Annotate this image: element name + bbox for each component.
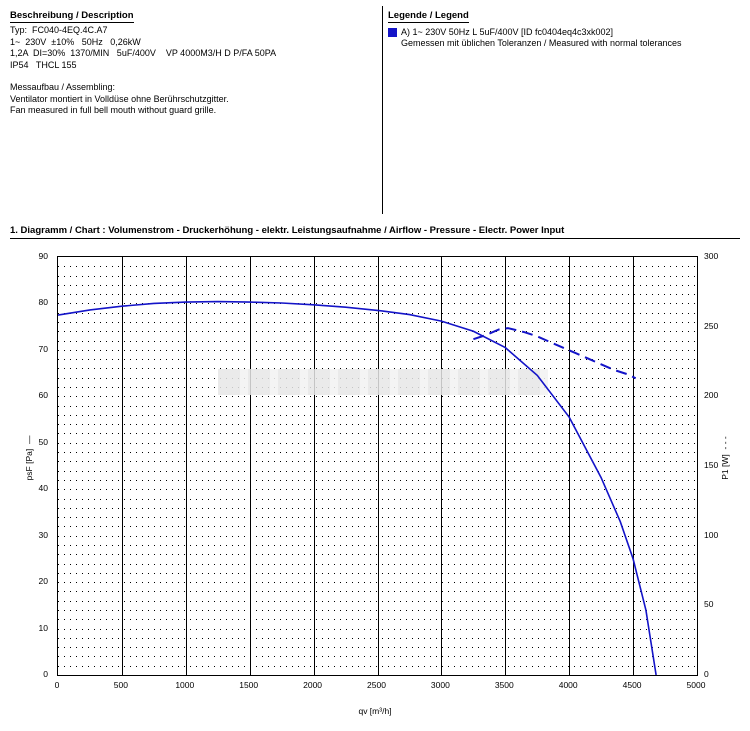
data-curves <box>58 257 697 675</box>
y-left-tick-label: 20 <box>38 576 48 587</box>
pressure-curve <box>58 302 656 675</box>
y-left-tick-label: 40 <box>38 483 48 494</box>
x-tick-label: 1000 <box>175 680 195 690</box>
description-block <box>10 10 350 117</box>
y-right-tick-label: 300 <box>704 251 719 261</box>
y-right-tick-label: 250 <box>704 320 719 331</box>
x-tick-label: 5000 <box>686 680 706 690</box>
assembly-heading: Messaufbau / Assembling: <box>10 82 116 92</box>
vertical-divider <box>382 6 383 214</box>
x-tick-label: 3000 <box>430 680 450 690</box>
x-tick-label: 2500 <box>367 680 386 690</box>
y-left-tick-label: 90 <box>38 251 48 261</box>
y-left-tick-label: 10 <box>38 622 48 633</box>
x-tick-label: 4000 <box>558 680 578 690</box>
x-tick-label: 3500 <box>494 680 514 690</box>
description-line: 1~ 230V ±10% 50Hz 0,26kW <box>10 36 141 47</box>
description-heading: Beschreibung / Description <box>10 10 134 21</box>
x-tick-label: 500 <box>113 680 128 690</box>
y-axis-left-label <box>24 418 34 498</box>
power-curve <box>473 328 635 378</box>
y-right-tick-label: 100 <box>704 529 719 540</box>
x-axis-label: qv [m³/h] <box>358 706 392 716</box>
legend-heading: Legende / Legend <box>388 10 469 21</box>
y-left-tick-label: 30 <box>38 529 48 540</box>
x-tick-label: 1500 <box>239 680 259 690</box>
y-right-tick-label: 150 <box>704 460 719 470</box>
legend-swatch-icon <box>388 28 397 37</box>
x-tick-label: 4500 <box>622 680 642 690</box>
description-line: 1,2A DI=30% 1370/MIN 5uF/400V VP 4000M3/H D P/FA 50PA <box>10 48 277 58</box>
y-left-tick-label: 50 <box>38 436 48 447</box>
y-left-tick-label: 0 <box>43 669 48 679</box>
legend-note: Gemessen mit üblichen Toleranzen / Measured with normal tolerances <box>401 38 682 48</box>
y-right-tick-label: 50 <box>704 599 714 610</box>
description-line: Typ: FC040-4EQ.4C.A7 <box>10 25 108 35</box>
y-left-tick-label: 60 <box>38 390 48 401</box>
y-axis-right-line-sample: - - - <box>720 436 730 452</box>
description-line: IP54 THCL 155 <box>10 59 77 70</box>
x-tick-label: 0 <box>54 680 60 690</box>
y-axis-right-label-text: P1 [W] <box>720 454 730 480</box>
spacer <box>10 71 350 82</box>
y-axis-right-label <box>720 418 730 498</box>
y-right-tick-label: 200 <box>704 390 719 401</box>
legend-item-label: A) 1~ 230V 50Hz L 5uF/400V [ID fc0404eq4c3xk002] <box>401 27 614 37</box>
chart-area <box>0 248 750 718</box>
y-left-tick-label: 70 <box>38 343 48 354</box>
assembly-line: Fan measured in full bell mouth without guard grille. <box>10 105 217 115</box>
legend-block <box>388 10 748 49</box>
plot-frame <box>57 256 698 676</box>
legend-item <box>388 27 748 38</box>
y-left-tick-label: 80 <box>38 297 48 308</box>
assembly-line: Ventilator montiert in Volldüse ohne Berührschutzgitter. <box>10 93 229 104</box>
y-axis-left-label-text: psF [Pa] <box>24 448 34 481</box>
x-tick-label: 2000 <box>303 680 323 690</box>
chart-title: 1. Diagramm / Chart : Volumenstrom - Druckerhöhung - elektr. Leistungsaufnahme / Airflow - Pressure - Electr. Power Input <box>10 225 740 239</box>
y-right-tick-label: 0 <box>704 669 709 679</box>
y-axis-left-line-sample: — <box>24 435 34 447</box>
